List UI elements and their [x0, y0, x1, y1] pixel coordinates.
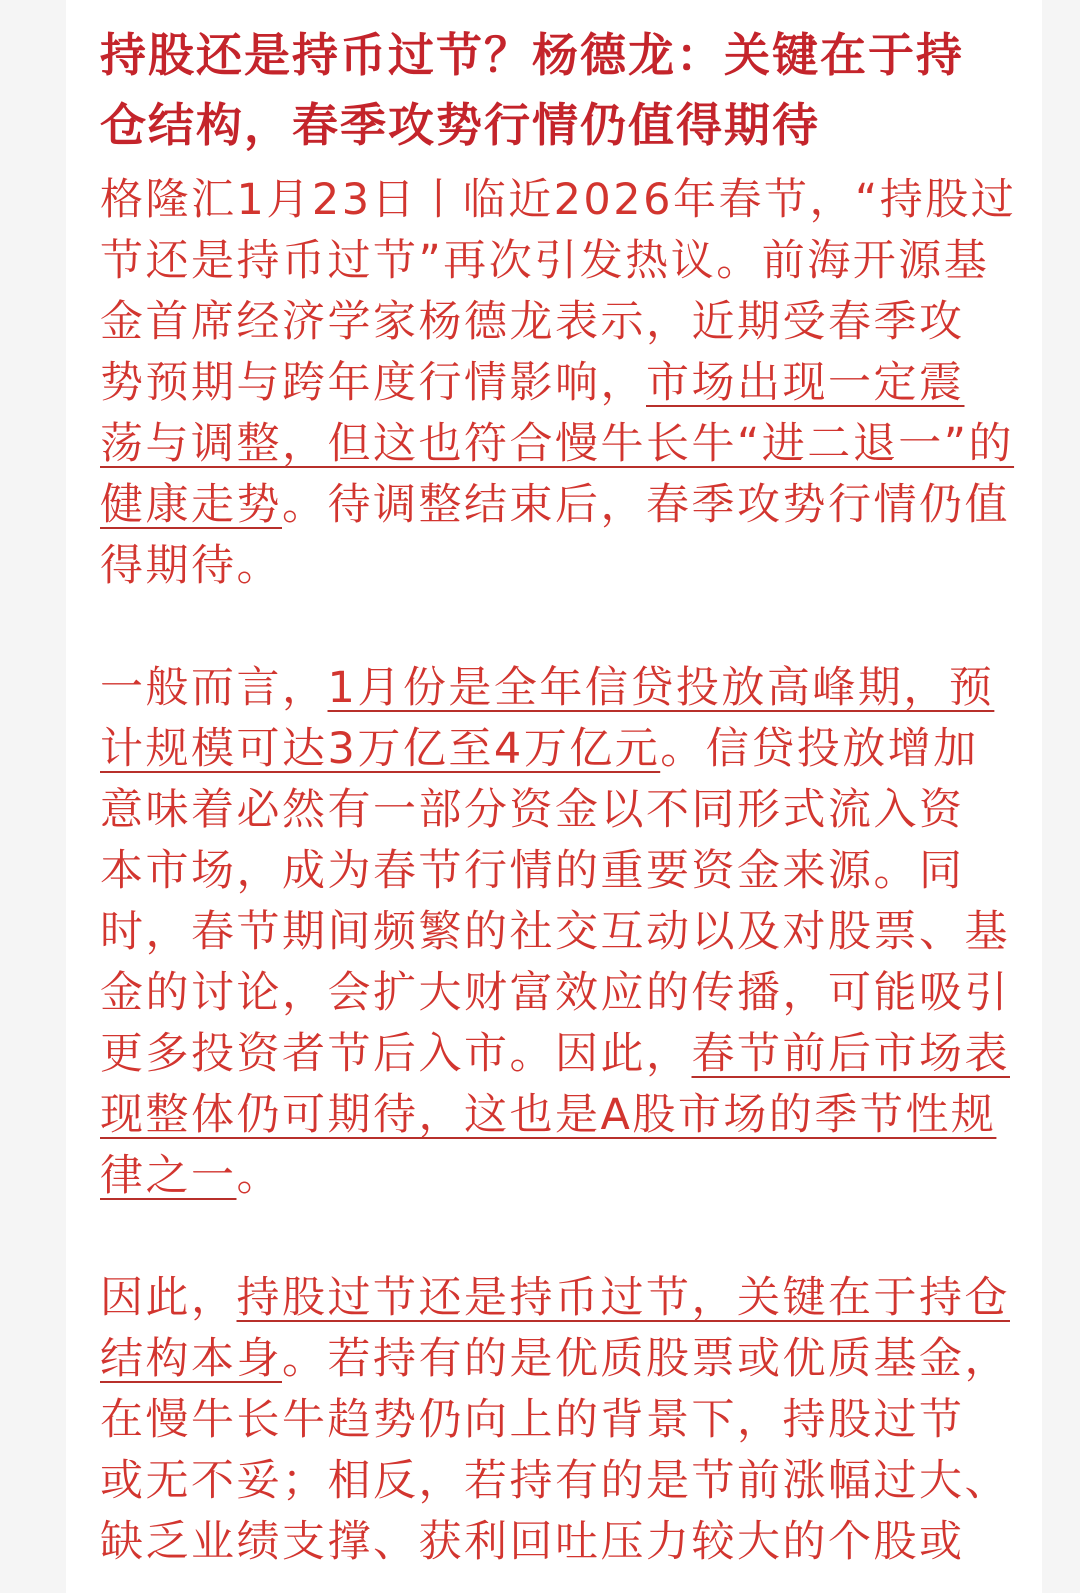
paragraph-line	[100, 902, 1042, 963]
text-segment: 节还是持币过节”再次引发热议。前海开源基	[100, 236, 990, 286]
text-segment: 格隆汇1月23日丨临近2026年春节，“持股过	[100, 175, 1017, 225]
text-segment: 。	[236, 1151, 282, 1201]
underlined-key-point: 春节前后市场表	[691, 1029, 1010, 1079]
article-card	[66, 0, 1042, 1593]
paragraph-line	[100, 1512, 1042, 1573]
paragraph-line	[100, 1024, 1042, 1085]
text-segment: 。待调整结束后，春季攻势行情仍值	[282, 480, 1010, 530]
underlined-key-point: 律之一	[100, 1151, 237, 1201]
text-segment: 。信贷投放增加	[660, 724, 979, 774]
article-headline	[100, 20, 1042, 160]
headline-line: 持股还是持币过节？杨德龙：关键在于持	[100, 28, 964, 82]
underlined-key-point: 健康走势	[100, 480, 282, 530]
paragraph-line	[100, 1451, 1042, 1512]
text-segment: 得期待。	[100, 541, 282, 591]
paragraph-line	[100, 719, 1042, 780]
paragraph-line	[100, 780, 1042, 841]
paragraph-line	[100, 1329, 1042, 1390]
paragraph-line	[100, 1268, 1042, 1329]
text-segment: 时，春节期间频繁的社交互动以及对股票、基	[100, 907, 1010, 957]
text-segment: 金首席经济学家杨德龙表示，近期受春季攻	[100, 297, 965, 347]
underlined-key-point: 市场出现一定震	[646, 358, 965, 408]
text-segment: 意味着必然有一部分资金以不同形式流入资	[100, 785, 965, 835]
paragraph-line	[100, 1390, 1042, 1451]
paragraph-line	[100, 1085, 1042, 1146]
underlined-key-point: 现整体仍可期待，这也是A股市场的季节性规	[100, 1090, 997, 1140]
paragraph-line	[100, 231, 1042, 292]
headline-line: 仓结构，春季攻势行情仍值得期待	[100, 98, 820, 152]
paragraph-line	[100, 963, 1042, 1024]
text-segment: 或无不妥；相反，若持有的是节前涨幅过大、	[100, 1456, 1010, 1506]
text-segment: 在慢牛长牛趋势仍向上的背景下，持股过节	[100, 1395, 965, 1445]
paragraph-line	[100, 536, 1042, 597]
paragraph-line	[100, 353, 1042, 414]
text-segment: 。若持有的是优质股票或优质基金，	[282, 1334, 1010, 1384]
paragraph-line	[100, 414, 1042, 475]
paragraph-line	[100, 841, 1042, 902]
paragraph-1	[100, 170, 1042, 597]
underlined-key-point: 1月份是全年信贷投放高峰期，预	[327, 663, 995, 713]
text-segment: 本市场，成为春节行情的重要资金来源。同	[100, 846, 965, 896]
paragraph-line	[100, 1146, 1042, 1207]
text-segment: 因此，	[100, 1273, 237, 1323]
paragraph-line	[100, 292, 1042, 353]
text-segment: 更多投资者节后入市。因此，	[100, 1029, 692, 1079]
paragraph-line	[100, 658, 1042, 719]
article-body	[100, 170, 1042, 1573]
underlined-key-point: 荡与调整，但这也符合慢牛长牛“进二退一”的	[100, 419, 1015, 469]
text-segment: 缺乏业绩支撑、获利回吐压力较大的个股或	[100, 1517, 965, 1567]
text-segment: 金的讨论，会扩大财富效应的传播，可能吸引	[100, 968, 1010, 1018]
underlined-key-point: 持股过节还是持币过节，关键在于持仓	[236, 1273, 1010, 1323]
underlined-key-point: 结构本身	[100, 1334, 282, 1384]
paragraph-line	[100, 170, 1042, 231]
text-segment: 一般而言，	[100, 663, 328, 713]
paragraph-line	[100, 475, 1042, 536]
paragraph-2	[100, 658, 1042, 1207]
text-segment: 势预期与跨年度行情影响，	[100, 358, 646, 408]
article-content	[66, 0, 1042, 1573]
paragraph-3	[100, 1268, 1042, 1573]
underlined-key-point: 计规模可达3万亿至4万亿元	[100, 724, 661, 774]
